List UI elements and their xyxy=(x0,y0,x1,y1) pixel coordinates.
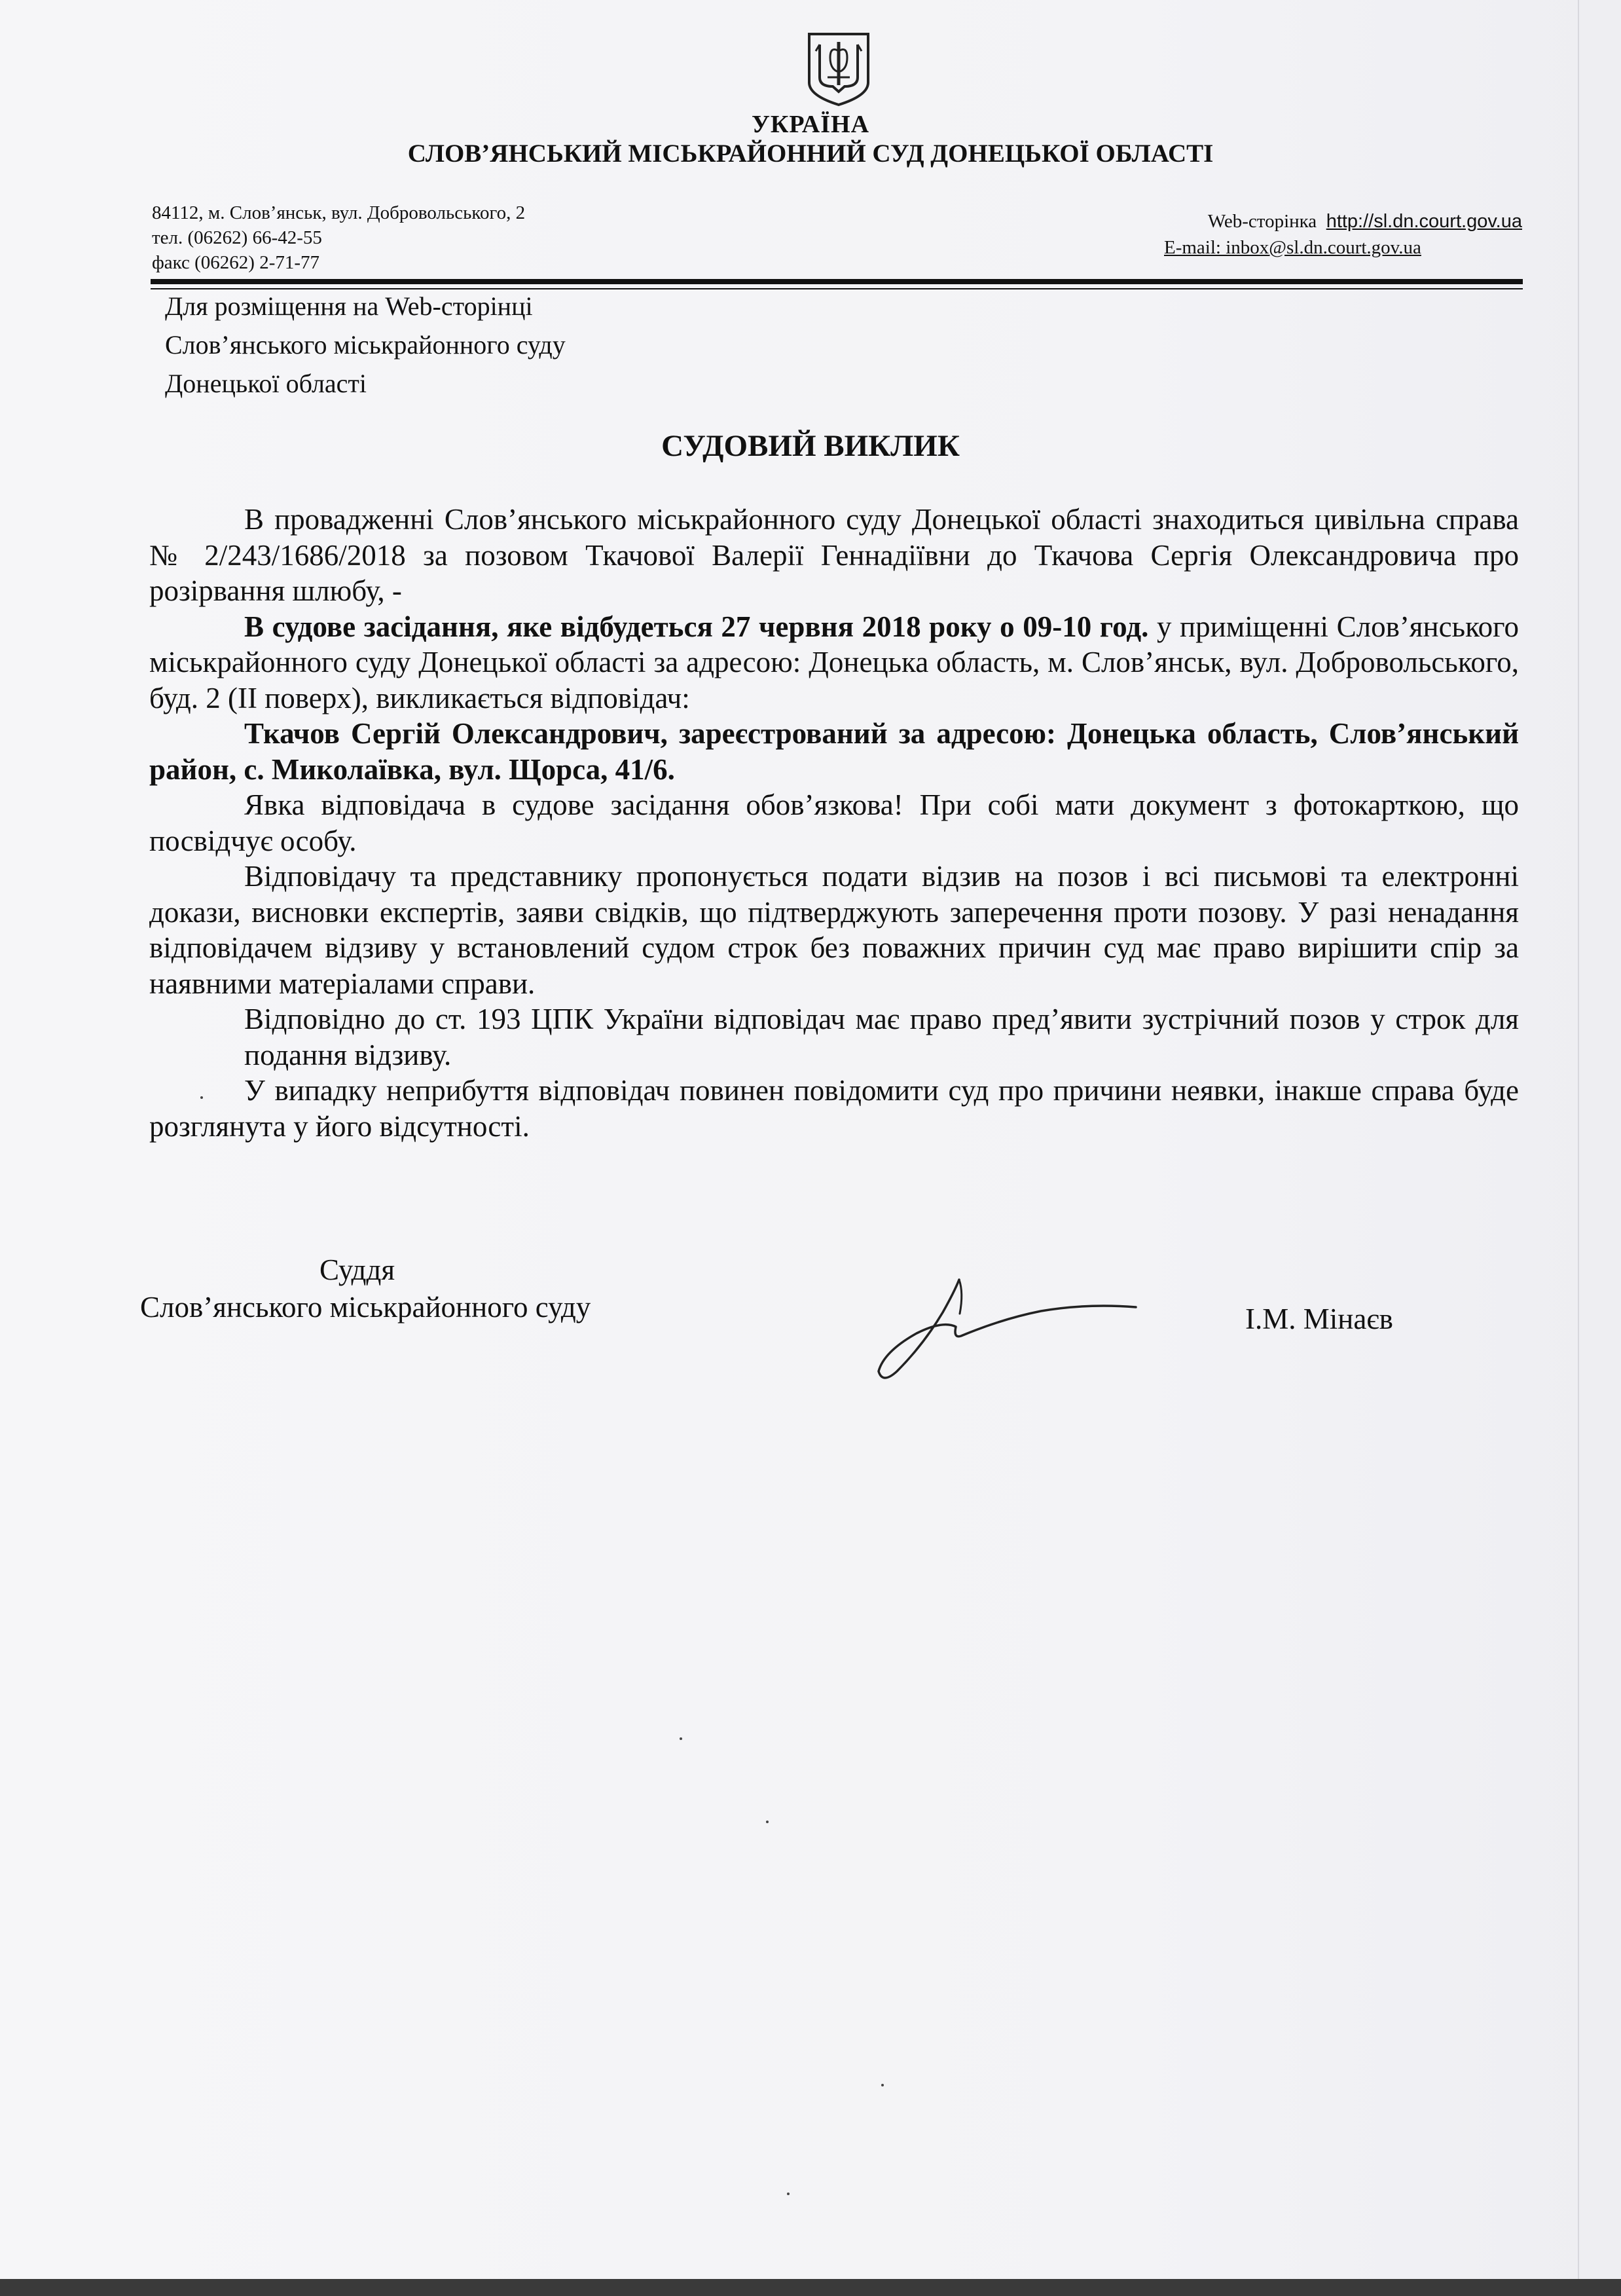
court-address: 84112, м. Слов’янськ, вул. Добровольського, 2 xyxy=(152,202,526,223)
court-web-contacts xyxy=(1113,208,1522,261)
placement-line: Для розміщення на Web-сторінці xyxy=(165,291,533,321)
paragraph-defendant: Ткачов Сергій Олександрович, зареєстрований за адресою: Донецька область, Слов’янський район, с. Миколаївка, вул. Щорса, 41/6. xyxy=(149,717,1519,786)
signature-role: Суддя xyxy=(319,1253,395,1286)
scan-speck xyxy=(766,1821,769,1823)
paragraph-case: В провадженні Слов’янського міськрайонного суду Донецької області знаходиться цивільна справа № 2/243/1686/2018 за позовом Ткачової Валерії Геннадіївни до Ткачова Сергія Олександровича про розірвання шлюбу, - xyxy=(149,503,1519,607)
header-divider-thick xyxy=(151,279,1523,284)
placement-note xyxy=(165,287,566,403)
signature-court: Слов’янського міськрайонного суду xyxy=(140,1291,591,1324)
court-fax: факс (06262) 2-71-77 xyxy=(152,252,320,273)
page-edge-shadow xyxy=(1578,0,1579,2296)
handwritten-signature xyxy=(845,1273,1139,1384)
web-label: Web-сторінка xyxy=(1207,211,1317,232)
placement-line: Слов’янського міськрайонного суду xyxy=(165,330,566,360)
paragraph-hearing xyxy=(149,609,1519,716)
trident-emblem-icon xyxy=(807,31,871,107)
court-contacts xyxy=(152,200,525,275)
court-phone: тел. (06262) 66-42-55 xyxy=(152,227,322,248)
scan-speck xyxy=(787,2193,790,2195)
scan-bottom-edge xyxy=(0,2279,1621,2296)
scan-speck xyxy=(200,1096,203,1099)
paragraph-counterclaim: Відповідно до ст. 193 ЦПК України відповідач має право пред’явити зустрічний позов у строк для подання відзиву. xyxy=(244,1003,1519,1071)
scan-speck xyxy=(881,2084,884,2086)
document-title: СУДОВИЙ ВИКЛИК xyxy=(661,429,960,463)
paragraph-response: Відповідачу та представнику пропонується подати відзив на позов і всі письмові та електронні докази, висновки експертів, заяви свідків, що підтверджують заперечення проти позову. У разі ненадання відповідачем відзиву у встановлений судом строк без поважних причин суд має право вирішити спір за наявними матеріалами справи. xyxy=(149,860,1519,1000)
header-country: УКРАЇНА xyxy=(751,111,870,138)
paragraph-attendance: Явка відповідача в судове засідання обов’язкова! При собі мати документ з фотокарткою, що посвідчує особу. xyxy=(149,788,1519,857)
email-link[interactable]: E-mail: inbox@sl.dn.court.gov.ua xyxy=(1164,237,1421,258)
summons-body xyxy=(149,502,1519,1144)
web-link[interactable]: http://sl.dn.court.gov.ua xyxy=(1326,211,1522,232)
judge-name: І.М. Мінаєв xyxy=(1245,1303,1393,1335)
hearing-date-text: В судове засідання, яке відбудеться 27 червня 2018 року о 09-10 год. xyxy=(244,610,1149,643)
hearing-location-text: у приміщенні Слов’янського міськрайонного суду Донецької області за адресою: Донецька область, м. Слов’янськ, вул. Добровольського, буд. 2 (ІІ поверх), викликається відповідач: xyxy=(149,610,1519,714)
header-court-name: СЛОВ’ЯНСЬКИЙ МІСЬКРАЙОННИЙ СУД ДОНЕЦЬКОЇ ОБЛАСТІ xyxy=(407,139,1214,168)
scan-speck xyxy=(680,1737,682,1740)
placement-line: Донецької області xyxy=(165,369,367,398)
paragraph-absence: У випадку неприбуття відповідач повинен повідомити суд про причини неявки, інакше справа буде розглянута у його відсутності. xyxy=(149,1074,1519,1143)
